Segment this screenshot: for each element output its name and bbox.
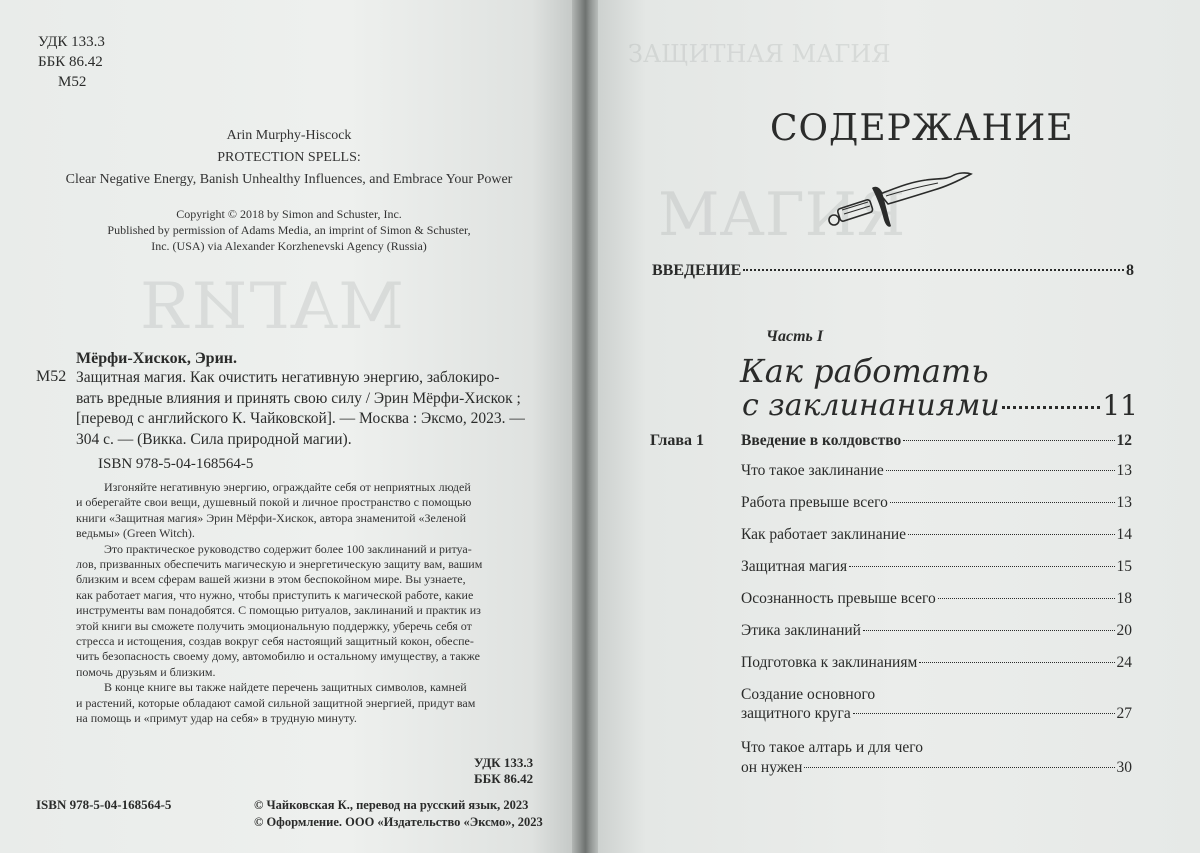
biblio-description	[76, 368, 546, 450]
udk-bottom	[474, 755, 533, 787]
dot-leader	[853, 713, 1115, 714]
left-page	[0, 0, 578, 853]
biblio-line: 304 с. — (Викка. Сила природной магии).	[76, 430, 352, 448]
biblio-code: М52	[36, 368, 67, 385]
toc-entry-title: Подготовка к заклинаниям	[741, 654, 918, 671]
dot-leader	[908, 534, 1114, 535]
part-label: Часть I	[766, 328, 824, 345]
copyright-line: © Оформление. ООО «Издательство «Эксмо», 2023	[254, 815, 543, 829]
toc-entry[interactable]	[741, 622, 1132, 640]
dot-leader	[890, 502, 1115, 503]
toc-entry-page: 27	[1116, 705, 1132, 722]
annotation-line: лов, призванных обеспечить магическую и энергетическую защиту вам, вашим	[76, 557, 483, 572]
toc-entry[interactable]	[741, 590, 1132, 608]
udk-code: УДК 133.3	[38, 34, 105, 50]
biblio-line: вать вредные влияния и принять свою силу / Эрин Мёрфи-Хискок ;	[76, 389, 521, 407]
dot-leader	[903, 440, 1114, 441]
toc-entry-title: Этика заклинаний	[741, 622, 861, 639]
toc-entry[interactable]	[741, 494, 1132, 512]
dot-leader	[1002, 406, 1101, 409]
dot-leader	[919, 662, 1114, 663]
annotation-line: близким и всем сферам вашей жизни в этом беспокойном мире. Вы узнаете,	[76, 572, 466, 587]
dot-leader	[863, 630, 1115, 631]
show-through-text: ЗАЩИТНАЯ МАГИЯ	[628, 40, 891, 68]
show-through-text: МАГИЯ	[658, 180, 906, 250]
toc-entry-title: он нужен	[741, 759, 803, 776]
toc-entry-title: Что такое заклинание	[741, 462, 884, 479]
dot-leader	[849, 566, 1114, 567]
chapter-page: 12	[1116, 432, 1132, 449]
chapter-row[interactable]	[741, 432, 1132, 450]
annotation-line: и растений, которые обладают самой сильной защитной энергией, придут вам	[76, 695, 476, 710]
dot-leader	[804, 767, 1114, 768]
isbn-bottom: ISBN 978-5-04-168564-5	[36, 797, 172, 812]
toc-entry[interactable]	[741, 759, 1132, 777]
toc-title: СОДЕРЖАНИЕ	[770, 108, 1074, 149]
annotation-line: на помощь и «примут удар на себя» в трудную минуту.	[76, 711, 357, 726]
annotation-line: и оберегайте свои вещи, душевный покой и личное пространство с помощью	[76, 495, 472, 510]
toc-entry-title: Осознанность превыше всего	[741, 590, 936, 607]
toc-entry[interactable]	[741, 526, 1132, 544]
isbn: ISBN 978-5-04-168564-5	[98, 456, 254, 472]
biblio-line: [перевод с английского К. Чайковской]. — Москва : Эксмо, 2023. —	[76, 410, 525, 427]
copyright-line: Copyright © 2018 by Simon and Schuster, Inc.	[176, 207, 402, 221]
toc-entry[interactable]	[741, 654, 1132, 672]
annotation-line: Изгоняйте негативную энергию, ограждайте себя от неприятных людей	[104, 480, 471, 494]
toc-entry[interactable]	[741, 462, 1132, 480]
chapter-title: Введение в колдовство	[741, 432, 902, 449]
copyright-line: Inc. (USA) via Alexander Korzhenevski Agency (Russia)	[151, 239, 427, 253]
copyright-line: © Чайковская К., перевод на русский язык, 2023	[254, 798, 529, 812]
annotation-line: книги «Защитная магия» Эрин Мёрфи-Хискок, автора знаменитой «Зеленой	[76, 510, 467, 525]
dot-leader	[886, 470, 1115, 471]
part-title: с заклинаниями	[742, 388, 1000, 423]
toc-entry-page: 20	[1116, 622, 1132, 639]
part-page: 11	[1102, 389, 1138, 422]
annotation-line: стресса и истощения, создав вокруг себя настоящий защитный кокон, обеспе-	[76, 634, 474, 649]
toc-intro-page: 8	[1126, 262, 1134, 279]
part-title[interactable]: Как работать	[740, 352, 989, 390]
dot-leader	[743, 269, 1124, 271]
toc-intro[interactable]	[652, 262, 1134, 280]
toc-entry[interactable]	[741, 558, 1132, 576]
author-mark: М52	[58, 74, 87, 90]
toc-entry-title: Защитная магия	[741, 558, 848, 575]
toc-entry-page: 18	[1116, 590, 1132, 607]
annotation-line: инструменты вам понадобятся. С помощью ритуалов, заклинаний и практик из	[76, 603, 481, 618]
annotation-line: этой книги вы сможете получить эмоциональную поддержку, уберечь себя от	[76, 618, 472, 633]
dagger-icon	[826, 170, 976, 240]
toc-entry-title-line[interactable]: Создание основного	[741, 686, 876, 703]
copyright-line: Published by permission of Adams Media, an imprint of Simon & Schuster,	[107, 223, 471, 237]
annotation	[76, 480, 544, 727]
toc-entry-page: 14	[1116, 526, 1132, 543]
annotation-line: В конце книге вы также найдете перечень защитных символов, камней	[104, 680, 467, 695]
annotation-line: Это практическое руководство содержит более 100 заклинаний и ритуа-	[104, 541, 472, 556]
toc-entry-page: 24	[1116, 654, 1132, 671]
toc-entry-page: 15	[1116, 558, 1132, 575]
toc-entry-page: 30	[1116, 759, 1132, 776]
part-title-row[interactable]	[742, 388, 1138, 423]
toc-intro-label: ВВЕДЕНИЕ	[652, 262, 742, 279]
annotation-line: помочь друзьям и близким.	[76, 664, 216, 679]
udk-block	[38, 32, 105, 92]
copyright-bottom	[254, 797, 543, 831]
original-author: Arin Murphy-Hiscock	[226, 128, 352, 143]
toc-entry[interactable]	[741, 705, 1132, 723]
toc-entry-title: защитного круга	[741, 705, 851, 722]
chapter-label: Глава 1	[650, 432, 704, 449]
toc-entry-title: Как работает заклинание	[741, 526, 907, 543]
bbk-code: ББК 86.42	[474, 771, 534, 786]
original-subtitle: Clear Negative Energy, Banish Unhealthy Influences, and Embrace Your Power	[65, 172, 513, 187]
annotation-line: чить безопасность своему дому, автомобилю и остальному имуществу, а также	[76, 649, 480, 664]
annotation-line: ведьмы» (Green Witch).	[76, 526, 195, 541]
biblio-line: Защитная магия. Как очистить негативную энергию, заблокиро-	[76, 369, 500, 386]
toc-entry-page: 13	[1116, 494, 1132, 511]
annotation-line: как работает магия, что нужно, чтобы приступить к магической работе, какие	[76, 587, 474, 602]
dot-leader	[938, 598, 1115, 599]
bbk-code: ББК 86.42	[38, 54, 103, 70]
original-title: PROTECTION SPELLS:	[217, 150, 361, 165]
udk-code: УДК 133.3	[474, 755, 534, 770]
toc-entry-page: 13	[1116, 462, 1132, 479]
biblio-author: Мёрфи-Хискок, Эрин.	[76, 350, 238, 367]
show-through-text: МАГИЯ	[140, 270, 404, 344]
toc-entry-title: Работа превыше всего	[741, 494, 888, 511]
toc-entry-title-line[interactable]: Что такое алтарь и для чего	[741, 739, 924, 756]
